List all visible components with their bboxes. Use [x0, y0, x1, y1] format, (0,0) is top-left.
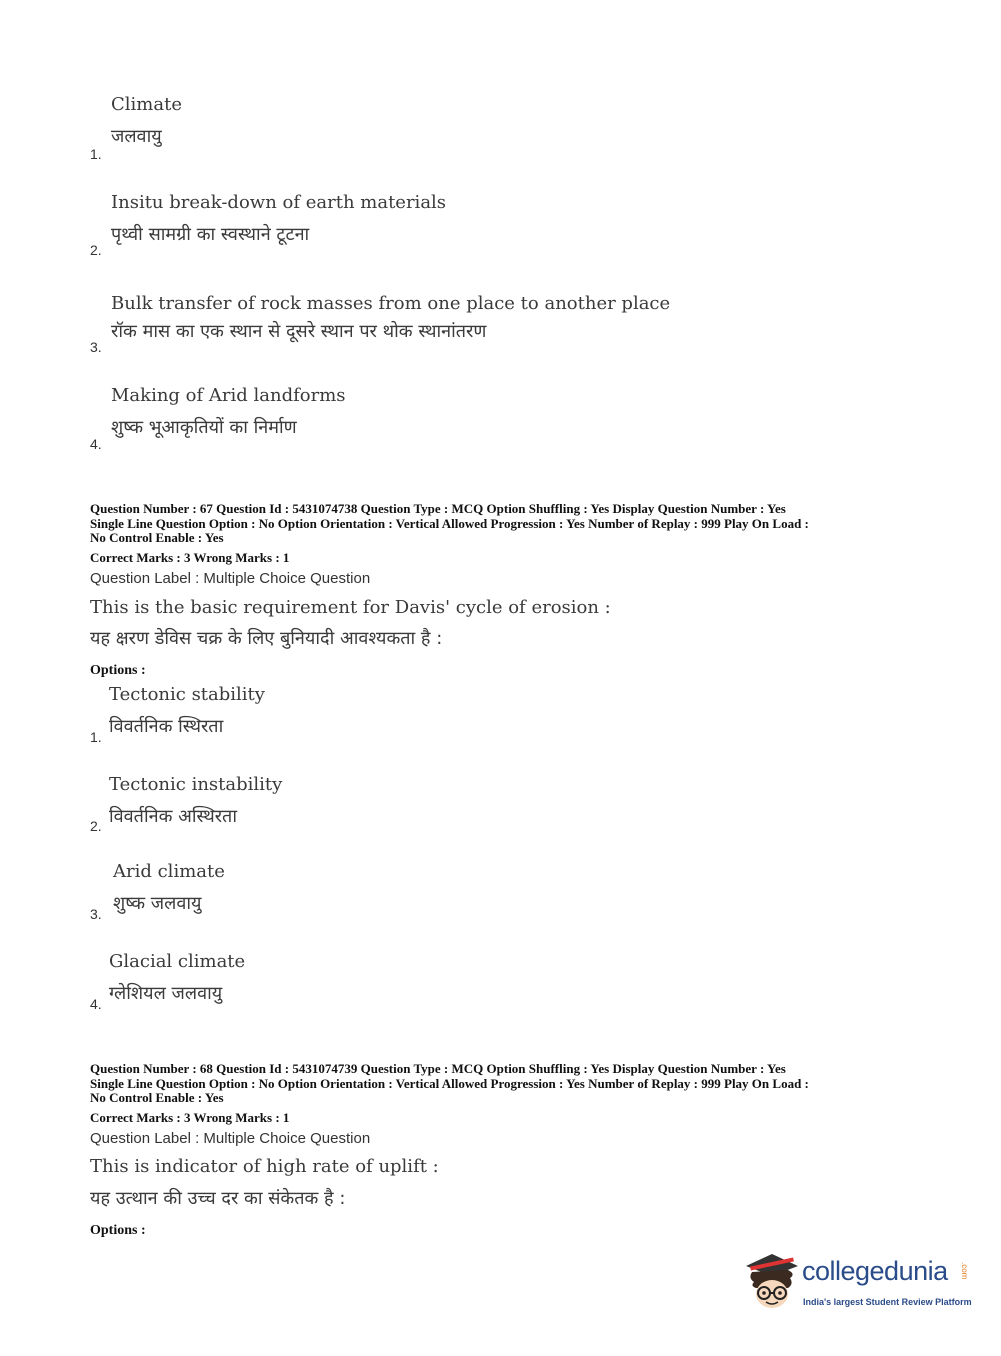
question-meta-line-2: Single Line Question Option : No Option Orientation : Vertical Allowed Progression : Yes Number of Replay : 999 Play On Load :: [90, 515, 809, 531]
option-4-hindi: शुष्क भूआकृतियों का निर्माण: [111, 417, 297, 438]
option-4-hindi: ग्लेशियल जलवायु: [109, 983, 223, 1004]
question-label: Question Label : Multiple Choice Question: [90, 1130, 371, 1147]
option-1-hindi: विवर्तनिक स्थिरता: [109, 716, 224, 737]
option-1-english: Climate: [111, 94, 182, 115]
logo-com-text: .com: [960, 1262, 969, 1280]
option-1-number: 1.: [90, 729, 102, 745]
option-4-number: 4.: [90, 436, 102, 452]
question-meta-line-1: Question Number : 67 Question Id : 5431074738 Question Type : MCQ Option Shuffling : Yes Display Question Number : Yes: [90, 501, 786, 516]
options-heading: Options :: [90, 1223, 146, 1238]
option-2-english: Insitu break-down of earth materials: [111, 192, 447, 213]
question-text-english: This is indicator of high rate of uplift :: [90, 1156, 439, 1177]
option-1-hindi: जलवायु: [111, 126, 162, 147]
question-text-hindi: यह उत्थान की उच्च दर का संकेतक है :: [90, 1188, 346, 1209]
option-3-number: 3.: [90, 906, 102, 922]
option-3-number: 3.: [90, 339, 102, 355]
question-meta-line-2: Single Line Question Option : No Option Orientation : Vertical Allowed Progression : Yes Number of Replay : 999 Play On Load :: [90, 1075, 809, 1091]
graduate-mascot-icon: [742, 1248, 802, 1312]
option-1-english: Tectonic stability: [109, 684, 265, 705]
option-2-english: Tectonic instability: [109, 774, 283, 795]
options-heading: Options :: [90, 663, 146, 678]
option-2-hindi: पृथ्वी सामग्री का स्वस्थाने टूटना: [111, 224, 310, 245]
question-text-hindi: यह क्षरण डेविस चक्र के लिए बुनियादी आवश्यकता है :: [90, 628, 443, 649]
option-1-number: 1.: [90, 146, 102, 162]
option-4-english: Glacial climate: [109, 951, 246, 972]
option-3-hindi: शुष्क जलवायु: [113, 893, 202, 914]
question-meta: [90, 502, 920, 546]
logo-tagline: India's largest Student Review Platform: [803, 1297, 972, 1307]
collegedunia-logo[interactable]: [742, 1248, 972, 1312]
option-3-english: Arid climate: [113, 861, 225, 882]
option-3-hindi: रॉक मास का एक स्थान से दूसरे स्थान पर थोक स्थानांतरण: [111, 321, 487, 342]
logo-brand-text: collegedunia: [802, 1256, 948, 1286]
option-2-number: 2.: [90, 242, 102, 258]
question-meta: [90, 1062, 920, 1106]
question-label: Question Label : Multiple Choice Question: [90, 570, 371, 587]
question-marks: Correct Marks : 3 Wrong Marks : 1: [90, 550, 290, 565]
option-3-english: Bulk transfer of rock masses from one place to another place: [111, 293, 671, 314]
question-text-english: This is the basic requirement for Davis' cycle of erosion :: [90, 597, 611, 618]
question-marks: Correct Marks : 3 Wrong Marks : 1: [90, 1110, 290, 1125]
option-2-hindi: विवर्तनिक अस्थिरता: [109, 806, 237, 827]
question-meta-line-1: Question Number : 68 Question Id : 5431074739 Question Type : MCQ Option Shuffling : Yes Display Question Number : Yes: [90, 1061, 786, 1076]
option-4-number: 4.: [90, 996, 102, 1012]
option-4-english: Making of Arid landforms: [111, 385, 346, 406]
question-meta-line-3: No Control Enable : Yes: [90, 530, 224, 545]
question-meta-line-3: No Control Enable : Yes: [90, 1090, 224, 1105]
option-2-number: 2.: [90, 818, 102, 834]
